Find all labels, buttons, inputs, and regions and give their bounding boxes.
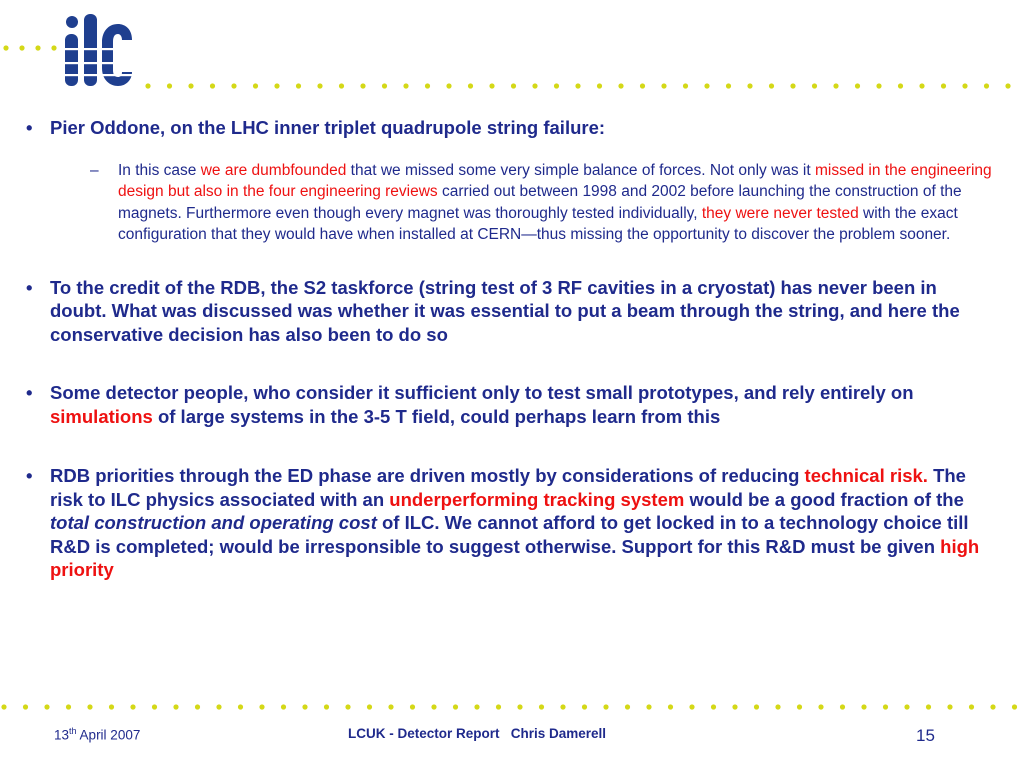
dot bbox=[661, 83, 666, 88]
dot bbox=[532, 83, 537, 88]
dot bbox=[35, 45, 40, 50]
sub-bullet-quote bbox=[90, 160, 996, 246]
dot bbox=[345, 704, 350, 709]
decorative-dotted-rule-bottom bbox=[0, 703, 1024, 711]
dot bbox=[296, 83, 301, 88]
dot bbox=[769, 83, 774, 88]
dot bbox=[19, 45, 24, 50]
dot bbox=[919, 83, 924, 88]
dot bbox=[87, 704, 92, 709]
dot bbox=[732, 704, 737, 709]
highlight-text: they were never tested bbox=[701, 204, 859, 222]
dot bbox=[474, 704, 479, 709]
dot bbox=[1012, 704, 1017, 709]
dot bbox=[3, 45, 8, 50]
dot bbox=[876, 83, 881, 88]
highlight-text: we are dumbfounded bbox=[200, 161, 347, 179]
dot bbox=[145, 83, 150, 88]
dot bbox=[388, 704, 393, 709]
dot bbox=[554, 83, 559, 88]
dot bbox=[582, 704, 587, 709]
dash-icon: – bbox=[90, 161, 99, 179]
dot bbox=[216, 704, 221, 709]
quote-text: In this case bbox=[118, 161, 201, 179]
highlight-text: simulations bbox=[50, 405, 153, 427]
dot bbox=[152, 704, 157, 709]
dot bbox=[130, 704, 135, 709]
dot bbox=[640, 83, 645, 88]
bullet-text: Pier Oddone, on the LHC inner triplet quadrupole string failure: bbox=[50, 117, 606, 138]
footer-title: LCUK - Detector Report Chris Damerell bbox=[348, 726, 607, 741]
dot bbox=[44, 704, 49, 709]
dot bbox=[962, 83, 967, 88]
dot bbox=[861, 704, 866, 709]
dot bbox=[947, 704, 952, 709]
dot bbox=[360, 83, 365, 88]
dot bbox=[496, 704, 501, 709]
dot bbox=[898, 83, 903, 88]
dot bbox=[747, 83, 752, 88]
bullet-detector-people bbox=[26, 381, 996, 428]
dot bbox=[775, 704, 780, 709]
dot bbox=[926, 704, 931, 709]
dot bbox=[109, 704, 114, 709]
dot bbox=[253, 83, 258, 88]
dot bbox=[818, 704, 823, 709]
bullet-icon: • bbox=[26, 382, 33, 403]
dot bbox=[317, 83, 322, 88]
decorative-dotted-rule-top-left bbox=[0, 44, 64, 52]
highlight-text: missed in the engineering design but also in the four engineering reviews bbox=[118, 161, 992, 200]
bullet-icon: • bbox=[26, 465, 33, 486]
dot bbox=[66, 704, 71, 709]
dot bbox=[1005, 83, 1010, 88]
dot bbox=[231, 83, 236, 88]
dot bbox=[618, 83, 623, 88]
dot bbox=[453, 704, 458, 709]
bullet-text: would be a good fraction of the bbox=[684, 488, 964, 510]
dot bbox=[324, 704, 329, 709]
dot bbox=[403, 83, 408, 88]
slide-body bbox=[26, 116, 996, 582]
quote-text: with the exact configuration that they would have when installed at CERN—thus missing the opportunity to discover the problem sooner. bbox=[118, 204, 958, 243]
dot bbox=[840, 704, 845, 709]
dot bbox=[259, 704, 264, 709]
footer-date: 13th April 2007 bbox=[54, 726, 141, 743]
dot bbox=[446, 83, 451, 88]
highlight-text: technical risk. bbox=[804, 465, 928, 486]
dot bbox=[990, 704, 995, 709]
dot bbox=[367, 704, 372, 709]
dot bbox=[855, 83, 860, 88]
dot bbox=[539, 704, 544, 709]
dot bbox=[904, 704, 909, 709]
dot bbox=[984, 83, 989, 88]
ilc-logo bbox=[60, 10, 140, 94]
dot bbox=[603, 704, 608, 709]
bullet-text: RDB priorities through the ED phase are driven mostly by considerations of reducing bbox=[50, 465, 805, 486]
dot bbox=[489, 83, 494, 88]
italic-text: total construction and operating cost bbox=[50, 512, 377, 533]
decorative-dotted-rule-top bbox=[140, 82, 1024, 90]
dot bbox=[704, 83, 709, 88]
dot bbox=[969, 704, 974, 709]
bullet-icon: • bbox=[26, 117, 33, 138]
dot bbox=[625, 704, 630, 709]
dot bbox=[833, 83, 838, 88]
page-number: 15 bbox=[916, 726, 935, 745]
bullet-text: of large systems in the 3-5 T field, could perhaps learn from this bbox=[152, 405, 721, 427]
bullet-text: To the credit of the RDB, the S2 taskforce (string test of 3 RF cavities in a cryostat) has never been in doubt. What was discussed was whether it was essential to put a beam through the string, and here the conservative decision has also been to do so bbox=[50, 276, 960, 345]
dot bbox=[339, 83, 344, 88]
dot bbox=[382, 83, 387, 88]
dot bbox=[425, 83, 430, 88]
bullet-text: The risk to ILC physics associated with an bbox=[50, 465, 966, 510]
dot bbox=[941, 83, 946, 88]
bullet-text: Some detector people, who consider it sufficient only to test small prototypes, and rely entirely on bbox=[50, 382, 914, 403]
dot bbox=[754, 704, 759, 709]
dot bbox=[668, 704, 673, 709]
dot bbox=[281, 704, 286, 709]
dot bbox=[883, 704, 888, 709]
dot bbox=[597, 83, 602, 88]
dot bbox=[23, 704, 28, 709]
highlight-text: high priority bbox=[50, 535, 980, 580]
quote-text: that we missed some very simple balance of forces. Not only was it bbox=[346, 161, 815, 179]
dot bbox=[274, 83, 279, 88]
dot bbox=[683, 83, 688, 88]
dot bbox=[790, 83, 795, 88]
bullet-oddone-quote bbox=[26, 116, 996, 246]
dot bbox=[167, 83, 172, 88]
bullet-rdb-credit bbox=[26, 276, 996, 347]
dot bbox=[173, 704, 178, 709]
highlight-text: underperforming tracking system bbox=[389, 488, 685, 510]
dot bbox=[410, 704, 415, 709]
dot bbox=[575, 83, 580, 88]
quote-text: carried out between 1998 and 2002 before launching the construction of the magnets. Furthermore even though every magnet was thoroughly tested individually, bbox=[118, 183, 962, 222]
dot bbox=[517, 704, 522, 709]
dot bbox=[560, 704, 565, 709]
bullet-text: of ILC. We cannot afford to get locked in to a technology choice till R&D is completed; would be irresponsible to suggest otherwise. Support for this R&D must be given bbox=[50, 512, 969, 557]
dot bbox=[797, 704, 802, 709]
dot bbox=[431, 704, 436, 709]
dot bbox=[812, 83, 817, 88]
dot bbox=[51, 45, 56, 50]
dot bbox=[726, 83, 731, 88]
dot bbox=[210, 83, 215, 88]
bullet-rdb-priorities bbox=[26, 464, 996, 582]
dot bbox=[711, 704, 716, 709]
dot bbox=[1, 704, 6, 709]
dot bbox=[188, 83, 193, 88]
dot bbox=[195, 704, 200, 709]
dot bbox=[689, 704, 694, 709]
dot bbox=[468, 83, 473, 88]
dot bbox=[238, 704, 243, 709]
dot bbox=[511, 83, 516, 88]
bullet-icon: • bbox=[26, 276, 33, 298]
dot bbox=[302, 704, 307, 709]
dot bbox=[646, 704, 651, 709]
